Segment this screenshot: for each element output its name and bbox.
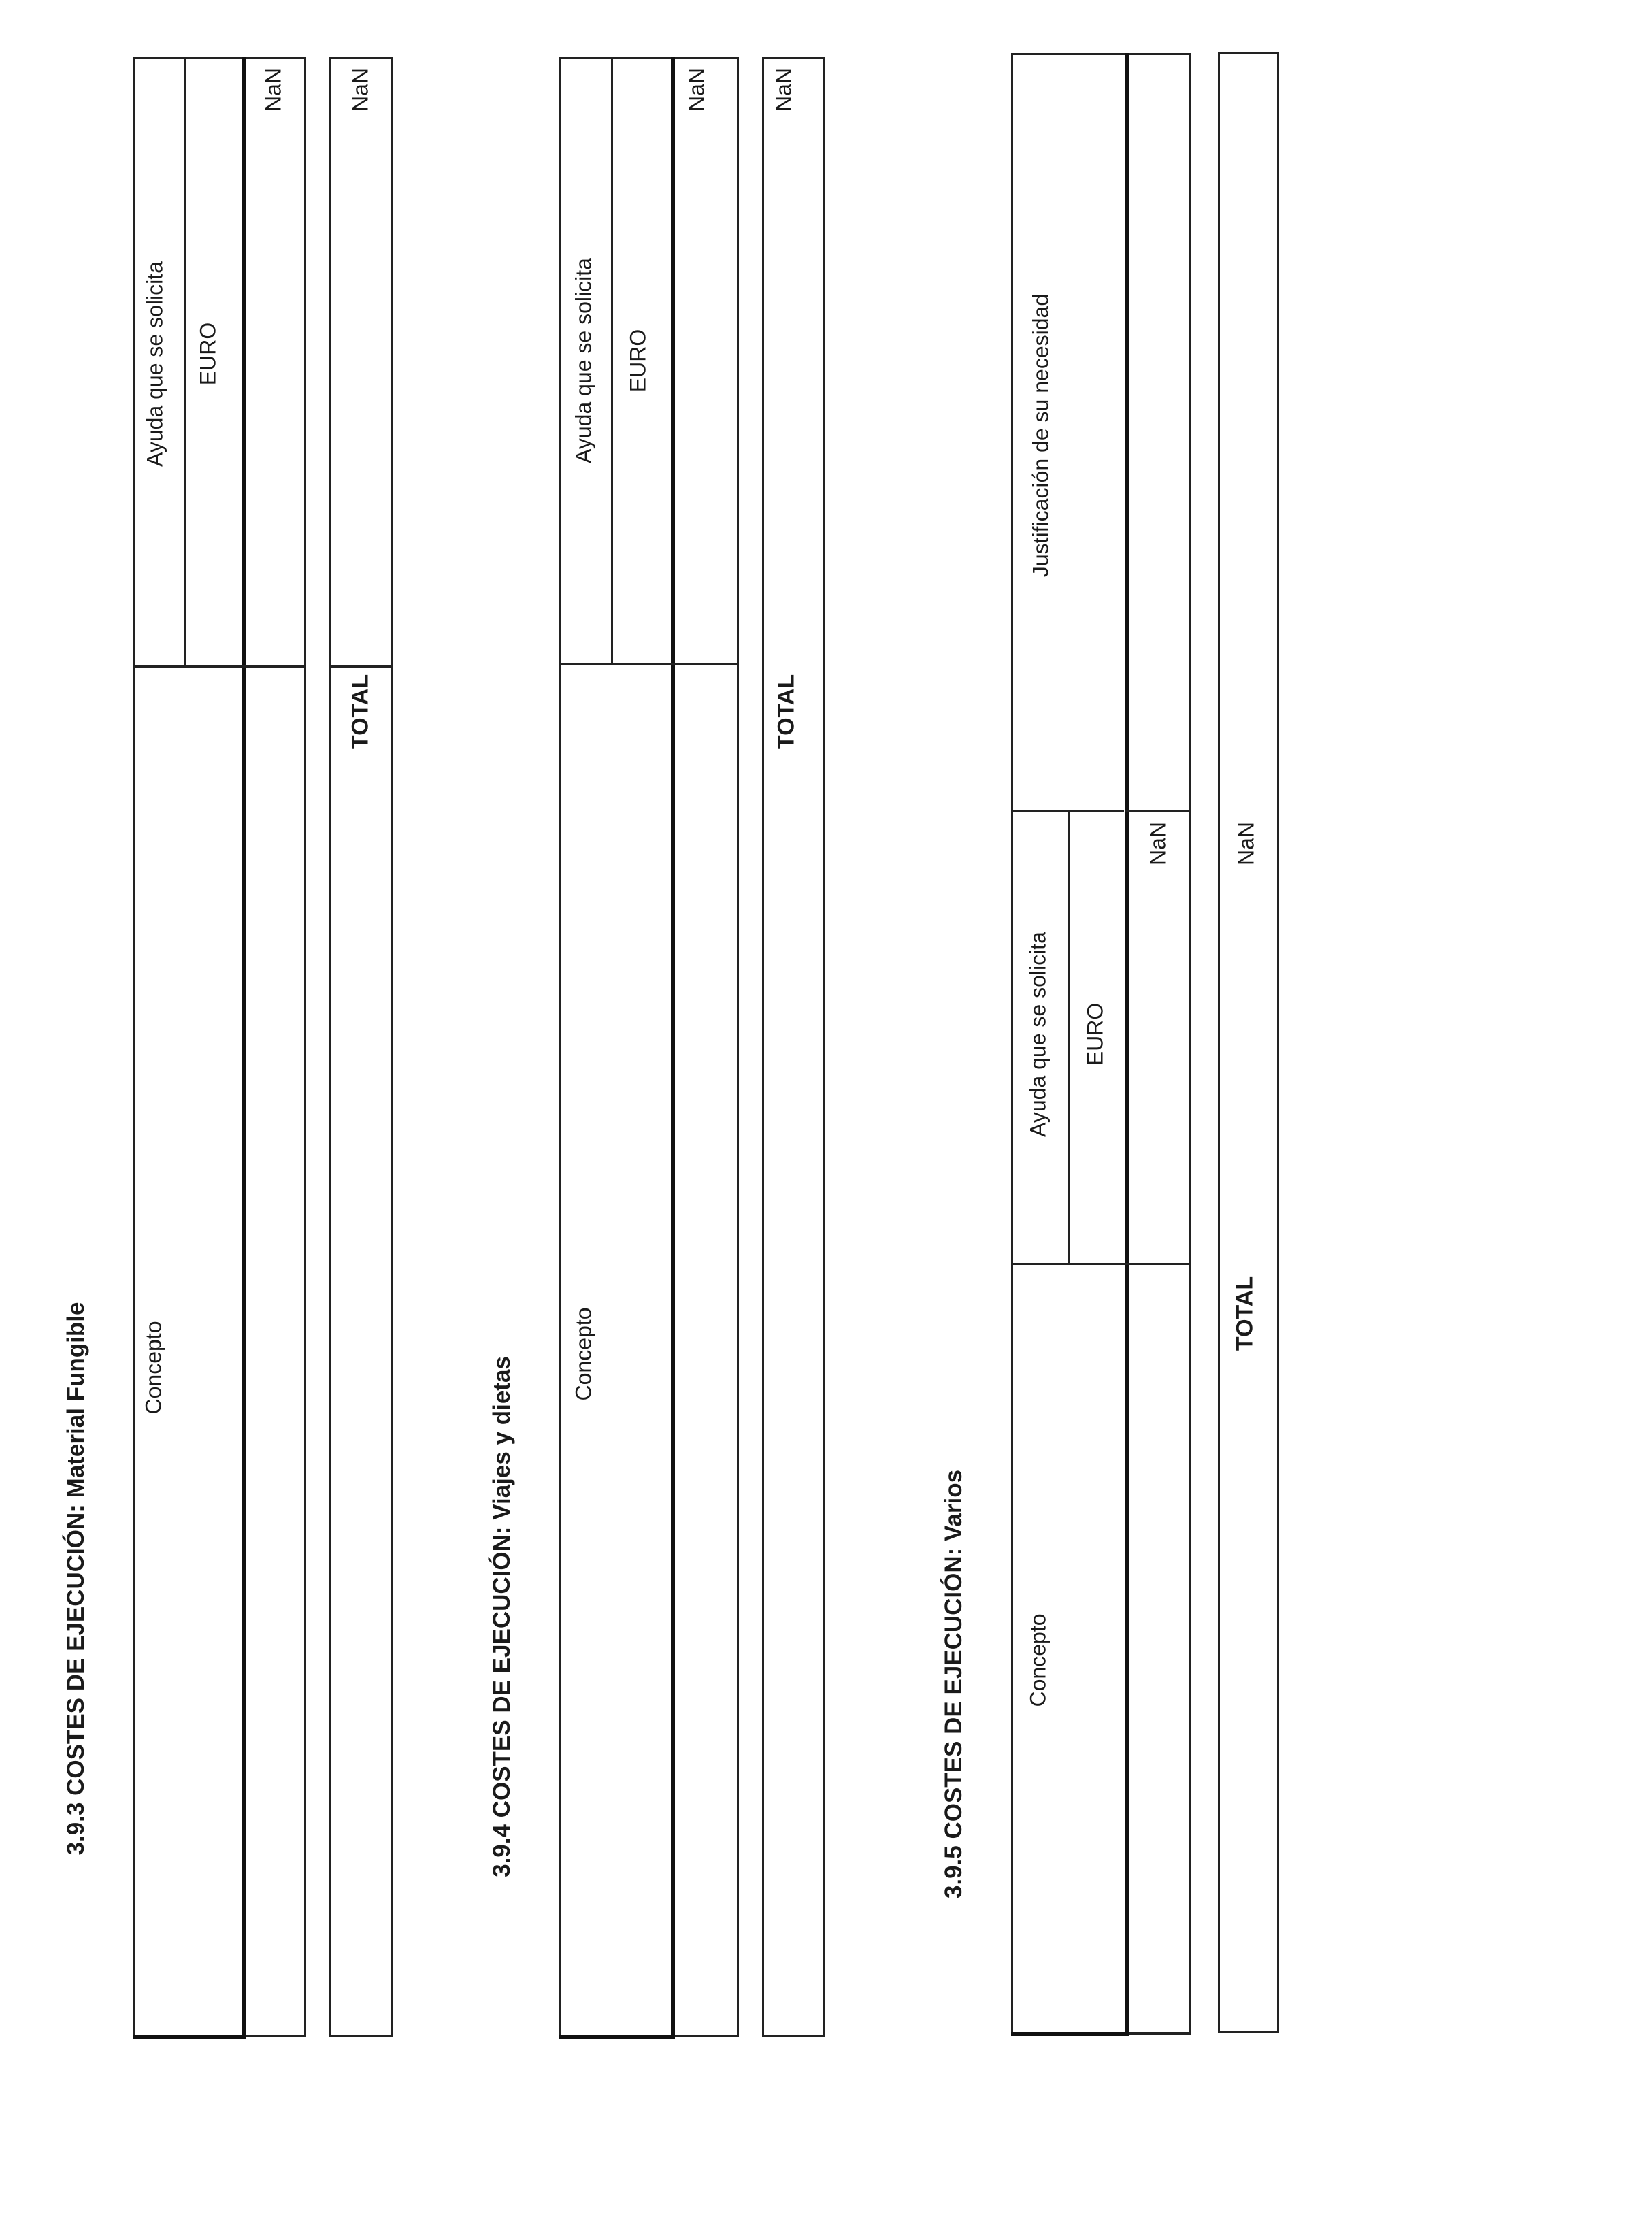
table-bottom-edge <box>133 2035 246 2039</box>
subheader-divider <box>184 57 186 667</box>
currency-header: EURO <box>1083 1002 1108 1066</box>
total-label: TOTAL <box>773 674 799 750</box>
concepto-header: Concepto <box>141 1321 166 1415</box>
total-divider <box>329 665 393 668</box>
header-divider <box>1125 53 1129 2035</box>
total-box <box>1218 52 1279 2033</box>
section-title: 3.9.5 COSTES DE EJECUCIÓN: Varios <box>940 1469 967 1899</box>
subheader-divider <box>611 57 613 664</box>
header-divider <box>242 57 246 2037</box>
total-amount: NaN <box>348 67 373 112</box>
row-amount: NaN <box>261 67 286 112</box>
column-divider <box>559 663 739 665</box>
total-box <box>329 57 393 2037</box>
ayuda-header: Ayuda que se solicita <box>571 258 596 463</box>
concepto-header: Concepto <box>571 1307 596 1401</box>
total-label: TOTAL <box>347 674 374 750</box>
header-divider <box>671 57 675 2037</box>
ayuda-header: Ayuda que se solicita <box>1025 932 1051 1137</box>
column-divider <box>133 665 306 668</box>
section-title: 3.9.3 COSTES DE EJECUCIÓN: Material Fungible <box>63 1302 89 1856</box>
justificacion-divider <box>1011 810 1124 812</box>
total-label: TOTAL <box>1232 1275 1258 1351</box>
total-box <box>762 57 825 2037</box>
total-amount: NaN <box>771 67 796 112</box>
subheader-divider <box>1068 810 1070 1264</box>
currency-header: EURO <box>625 329 650 393</box>
table-bottom-edge <box>559 2035 675 2039</box>
concepto-divider <box>1011 1263 1191 1265</box>
total-amount: NaN <box>1234 821 1259 866</box>
row-amount: NaN <box>1145 821 1170 866</box>
amount-divider <box>1125 810 1191 812</box>
ayuda-header: Ayuda que se solicita <box>142 261 167 467</box>
section-title: 3.9.4 COSTES DE EJECUCIÓN: Viajes y dietas <box>489 1356 515 1877</box>
justificacion-header: Justificación de su necesidad <box>1028 293 1053 578</box>
concepto-header: Concepto <box>1025 1613 1051 1707</box>
table-bottom-edge <box>1011 2032 1129 2036</box>
currency-header: EURO <box>195 322 220 386</box>
row-amount: NaN <box>684 67 709 112</box>
